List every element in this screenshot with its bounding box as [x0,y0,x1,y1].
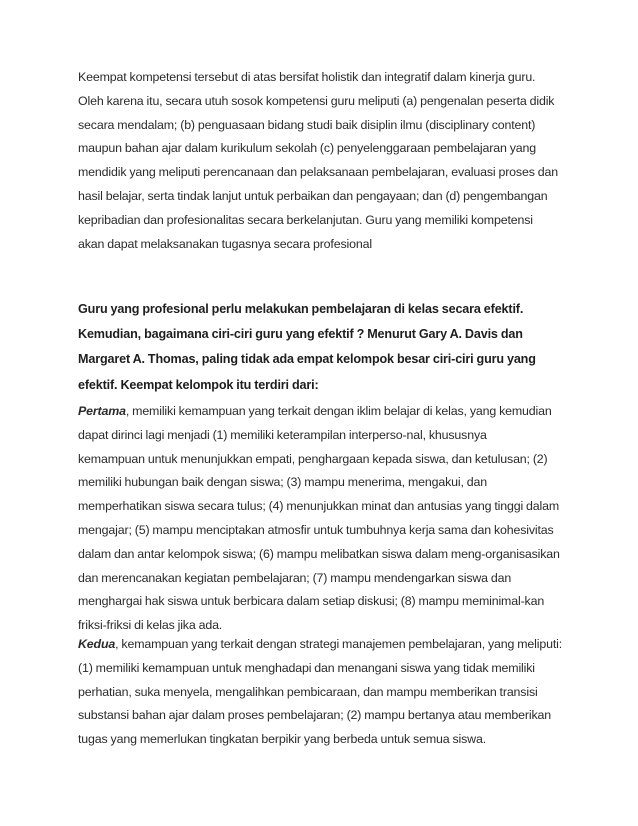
paragraph-line: kepribadian dan profesionalitas secara berkelanjutan. Guru yang memiliki kompetensi [78,212,533,227]
first-line-rest: , kemampuan yang terkait dengan strategi manajemen pembelajaran, yang meliputi: [115,637,563,651]
heading-line: Guru yang profesional perlu melakukan pembelajaran di kelas secara efektif. [78,302,524,316]
heading-line: efektif. Keempat kelompok itu terdiri dari: [78,377,319,392]
paragraph-line: secara mendalam; (b) penguasaan bidang studi baik disiplin ilmu (disciplinary content) [78,117,536,132]
heading-line: Kemudian, bagaimana ciri-ciri guru yang efektif ? Menurut Gary A. Davis dan [78,327,523,342]
kedua-paragraph [78,633,564,752]
first-line-rest: , memiliki kemampuan yang terkait dengan iklim belajar di kelas, yang kemudian [125,404,552,418]
paragraph-line: perhatian, suka menyela, mengalihkan pembicaraan, dan mampu memberikan transisi [78,684,538,699]
lead-word-kedua: Kedua [78,637,116,651]
lead-word-pertama: Pertama [78,404,126,418]
paragraph-line: akan dapat melaksanakan tugasnya secara profesional [78,236,372,251]
paragraph-line [78,633,564,657]
paragraph-line: mendidik yang meliputi perencanaan dan pelaksanaan pembelajaran, evaluasi proses dan [78,165,558,180]
paragraph-line: maupun bahan ajar dalam kurikulum sekolah (c) penyelenggaraan pembelajaran yang [78,141,536,156]
intro-paragraph [78,66,564,256]
paragraph-line: (1) memiliki kemampuan untuk menghadapi dan menangani siswa yang tidak memiliki [78,660,535,675]
paragraph-line: Oleh karena itu, secara utuh sosok kompetensi guru meliputi (a) pengenalan peserta didik [78,93,555,108]
paragraph-line [78,400,564,424]
paragraph-line: Keempat kompetensi tersebut di atas bersifat holistik dan integratif dalam kinerja guru. [78,70,536,84]
heading-line: Margaret A. Thomas, paling tidak ada empat kelompok besar ciri-ciri guru yang [78,352,536,367]
paragraph-line: hasil belajar, serta tindak lanjut untuk perbaikan dan pengayaan; dan (d) pengembangan [78,188,548,203]
paragraph-line: memiliki hubungan baik dengan siswa; (3) mampu menerima, mengakui, dan [78,475,487,490]
paragraph-line: dalam dan antar kelompok siswa; (6) mampu melibatkan siswa dalam meng-organisasikan [78,546,560,561]
paragraph-line: dapat dirinci lagi menjadi (1) memiliki keterampilan interperso-nal, khususnya [78,427,487,442]
paragraph-line: substansi bahan ajar dalam proses pembelajaran; (2) mampu bertanya atau memberikan [78,708,552,723]
paragraph-line: dan merencanakan kegiatan pembelajaran; (7) mampu mendengarkan siswa dan [78,570,512,585]
paragraph-line: mengajar; (5) mampu menciptakan atmosfir untuk tumbuhnya kerja sama dan kohesivitas [78,522,554,537]
paragraph-line: friksi-friksi di kelas jika ada. [78,618,223,633]
effective-teacher-heading [78,297,564,398]
paragraph-line: tugas yang memerlukan tingkatan berpikir yang berbeda untuk semua siswa. [78,732,487,747]
paragraph-line: menghargai hak siswa untuk berbicara dalam setiap diskusi; (8) mampu meminimal-kan [78,594,545,609]
paragraph-line: memperhatikan siswa secara tulus; (4) menunjukkan minat dan antusias yang tinggi dalam [78,499,560,514]
paragraph-line: kemampuan untuk menunjukkan empati, penghargaan kepada siswa, dan ketulusan; (2) [78,451,548,466]
pertama-paragraph [78,400,564,638]
